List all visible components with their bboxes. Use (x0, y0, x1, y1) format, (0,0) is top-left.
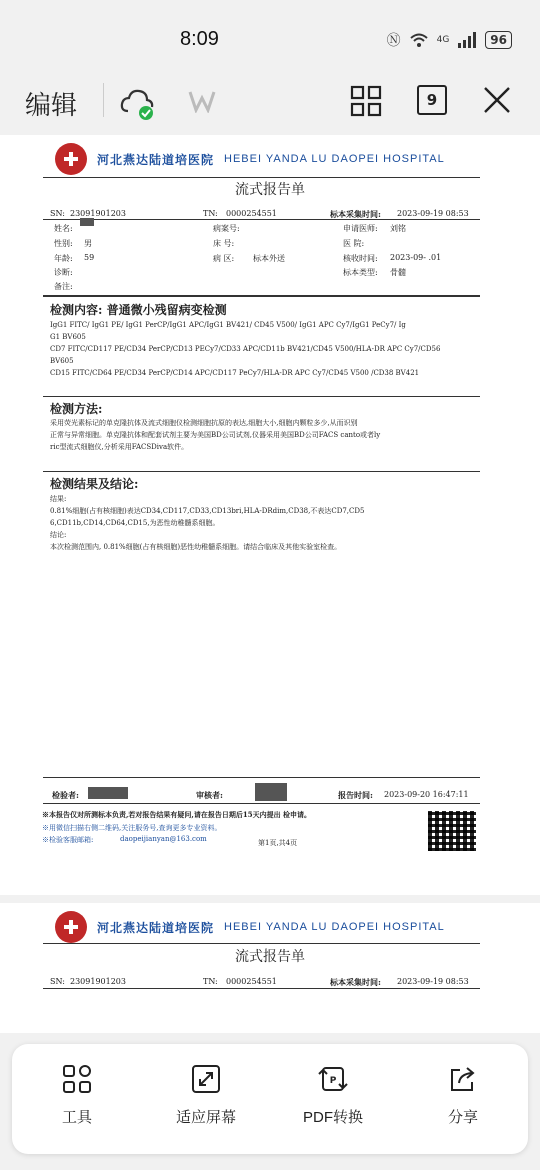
sex-label: 性别: (54, 239, 73, 248)
share-button[interactable] (408, 1064, 518, 1127)
divider (43, 295, 480, 297)
hospital-name-en: HEBEI YANDA LU DAOPEI HOSPITAL (224, 921, 445, 933)
divider (43, 943, 480, 944)
cloud-synced-icon[interactable] (118, 83, 158, 123)
divider (43, 803, 480, 804)
document-page-1 (0, 135, 540, 895)
pdf-convert-button[interactable] (278, 1064, 388, 1127)
result-line: 0.81%细胞(占有核细胞)表达CD34,CD117,CD33,CD13bri,HLA-DRdim,CD38,不表达CD7,CD5 (50, 507, 365, 515)
nfc-icon: Ⓝ (386, 33, 401, 49)
method-line: ric型流式细胞仪,分析采用FACSDiva软件。 (50, 443, 189, 451)
method-line: 采用荧光素标记的单克隆抗体及流式细胞仪检测细胞抗原的表达,细胞大小,细胞内颗粒多少,从而识别 (50, 419, 358, 427)
doctor-value: 刘铭 (390, 224, 406, 233)
ward-label: 病 区: (213, 254, 235, 263)
pdf-convert-icon (318, 1064, 348, 1094)
tools-label: 工具 (61, 1109, 92, 1126)
hospital-name-cn: 河北燕达陆道培医院 (97, 152, 215, 167)
reviewer-signature (255, 783, 287, 801)
report-title: 流式报告单 (235, 182, 305, 198)
status-bar (0, 0, 540, 75)
divider (43, 777, 480, 778)
collect-time-value: 2023-09-19 08:53 (397, 209, 469, 218)
signal-icon (457, 32, 477, 48)
note-line-2: ※用微信扫描右侧二维码,关注服务号,查询更多专业资料。 (42, 824, 222, 832)
tester-label: 检验者: (52, 790, 79, 800)
toolbar-divider (103, 83, 104, 117)
result-line: 本次检测范围内, 0.81%细胞(占有核细胞)恶性幼稚髓系细胞。请结合临床及其他实验室检查。 (50, 543, 342, 551)
hospital-logo (55, 143, 87, 175)
tools-icon (62, 1064, 92, 1094)
age-label: 年龄: (54, 254, 73, 263)
report-time-value: 2023-09-20 16:47:11 (384, 790, 469, 799)
ward-value: 标本外送 (253, 254, 285, 263)
divider (43, 396, 480, 397)
page-count-button[interactable] (417, 85, 447, 115)
status-icons (387, 30, 512, 50)
page-info: 第1页,共4页 (258, 839, 298, 847)
bed-label: 床 号: (213, 239, 235, 248)
name-label: 姓名: (54, 224, 73, 233)
share-icon (448, 1064, 478, 1094)
top-toolbar (0, 75, 540, 130)
divider (43, 219, 480, 220)
content-title: 检测内容: 普通微小残留病变检测 (50, 303, 227, 317)
hospital-logo (55, 911, 87, 943)
fit-screen-icon (191, 1064, 221, 1094)
page-count: 9 (426, 91, 438, 109)
hospital-header (55, 911, 445, 943)
result-line: 结论: (50, 531, 67, 539)
share-label: 分享 (447, 1109, 478, 1126)
method-title: 检测方法: (50, 402, 103, 416)
email-value: daopeijianyan@163.com (120, 835, 207, 843)
sample-type-label: 标本类型: (343, 268, 378, 277)
wifi-icon (409, 32, 429, 48)
sex-value: 男 (84, 239, 92, 248)
collect-time-label: 标本采集时间: (330, 977, 381, 987)
tools-button[interactable] (22, 1064, 132, 1127)
method-line: 正常与异常细胞。单克隆抗体和配套试剂主要为美国BD公司试剂,仪器采用美国BD公司FACS canto或者ly (50, 431, 381, 439)
pdf-convert-label: PDF转换 (302, 1109, 363, 1126)
report-time-label: 报告时间: (338, 790, 373, 800)
email-label: ※检验客服邮箱: (42, 836, 94, 844)
doctor-label: 申请医师: (343, 224, 378, 233)
fit-screen-label: 适应屏幕 (175, 1109, 236, 1126)
hospital-label: 医 院: (343, 239, 365, 248)
tn-label: TN: (203, 977, 218, 986)
fit-screen-button[interactable] (151, 1064, 261, 1127)
hospital-name-en: HEBEI YANDA LU DAOPEI HOSPITAL (224, 153, 445, 165)
case-label: 病案号: (213, 224, 240, 233)
content-line: BV605 (50, 357, 74, 365)
tn-label: TN: (203, 209, 218, 218)
hospital-header (55, 143, 445, 175)
sn-label: SN: (50, 977, 65, 986)
receive-time-value: 2023-09- .01 (390, 253, 442, 262)
redacted-name (80, 218, 94, 226)
sample-type-value: 骨髓 (390, 268, 406, 277)
hospital-name-cn: 河北燕达陆道培医院 (97, 920, 215, 935)
tester-signature (88, 787, 128, 799)
result-title: 检测结果及结论: (50, 477, 139, 491)
tn-value: 0000254551 (226, 209, 277, 218)
bottom-action-bar (12, 1044, 528, 1154)
receive-time-label: 核收时间: (343, 254, 378, 263)
collect-time-value: 2023-09-19 08:53 (397, 977, 469, 986)
age-value: 59 (84, 253, 95, 262)
note-label: 备注: (54, 282, 73, 291)
sn-value: 23091901203 (70, 209, 126, 218)
content-line: IgG1 FITC/ IgG1 PE/ IgG1 PerCP/IgG1 APC/IgG1 BV421/ CD45 V500/ IgG1 APC Cy7/IgG1 PeCy7/ Ig (50, 321, 406, 329)
network-type: 4G (436, 35, 450, 45)
content-line: CD7 FITC/CD117 PE/CD34 PerCP/CD13 PECy7/CD33 APC/CD11b BV421/CD45 V500/HLA-DR APC Cy7/CD56 (50, 345, 441, 353)
edit-button[interactable]: 编辑 (25, 91, 78, 121)
close-icon[interactable] (482, 85, 512, 115)
qr-code (428, 811, 476, 851)
diagnosis-label: 诊断: (54, 268, 73, 277)
tn-value: 0000254551 (226, 977, 277, 986)
svg-text:P: P (329, 1076, 337, 1086)
divider (43, 177, 480, 178)
sn-value: 23091901203 (70, 977, 126, 986)
method-lines (50, 417, 470, 453)
content-line: G1 BV605 (50, 333, 86, 341)
content-line: CD15 FITC/CD64 PE/CD34 PerCP/CD14 APC/CD117 PeCy7/HLA-DR APC Cy7/CD45 V500 /CD38 BV421 (50, 369, 420, 377)
sn-label: SN: (50, 209, 65, 218)
collect-time-label: 标本采集时间: (330, 209, 381, 219)
content-lines (50, 319, 470, 379)
battery-indicator: 96 (485, 31, 512, 49)
result-line: 6,CD11b,CD14,CD64,CD15,为恶性幼稚髓系细胞。 (50, 519, 220, 527)
reviewer-label: 审核者: (196, 790, 223, 800)
divider (43, 988, 480, 989)
report-title: 流式报告单 (235, 949, 305, 965)
document-page-2 (0, 903, 540, 1033)
grid-view-icon[interactable] (350, 85, 382, 117)
result-lines (50, 493, 470, 553)
result-line: 结果: (50, 495, 67, 503)
note-line-1: ※本报告仅对所测标本负责,若对报告结果有疑问,请在报告日期后15天内提出 检申请。 (42, 810, 312, 819)
wps-logo-icon[interactable] (188, 89, 216, 113)
divider (43, 471, 480, 472)
clock: 8:09 (180, 28, 219, 50)
